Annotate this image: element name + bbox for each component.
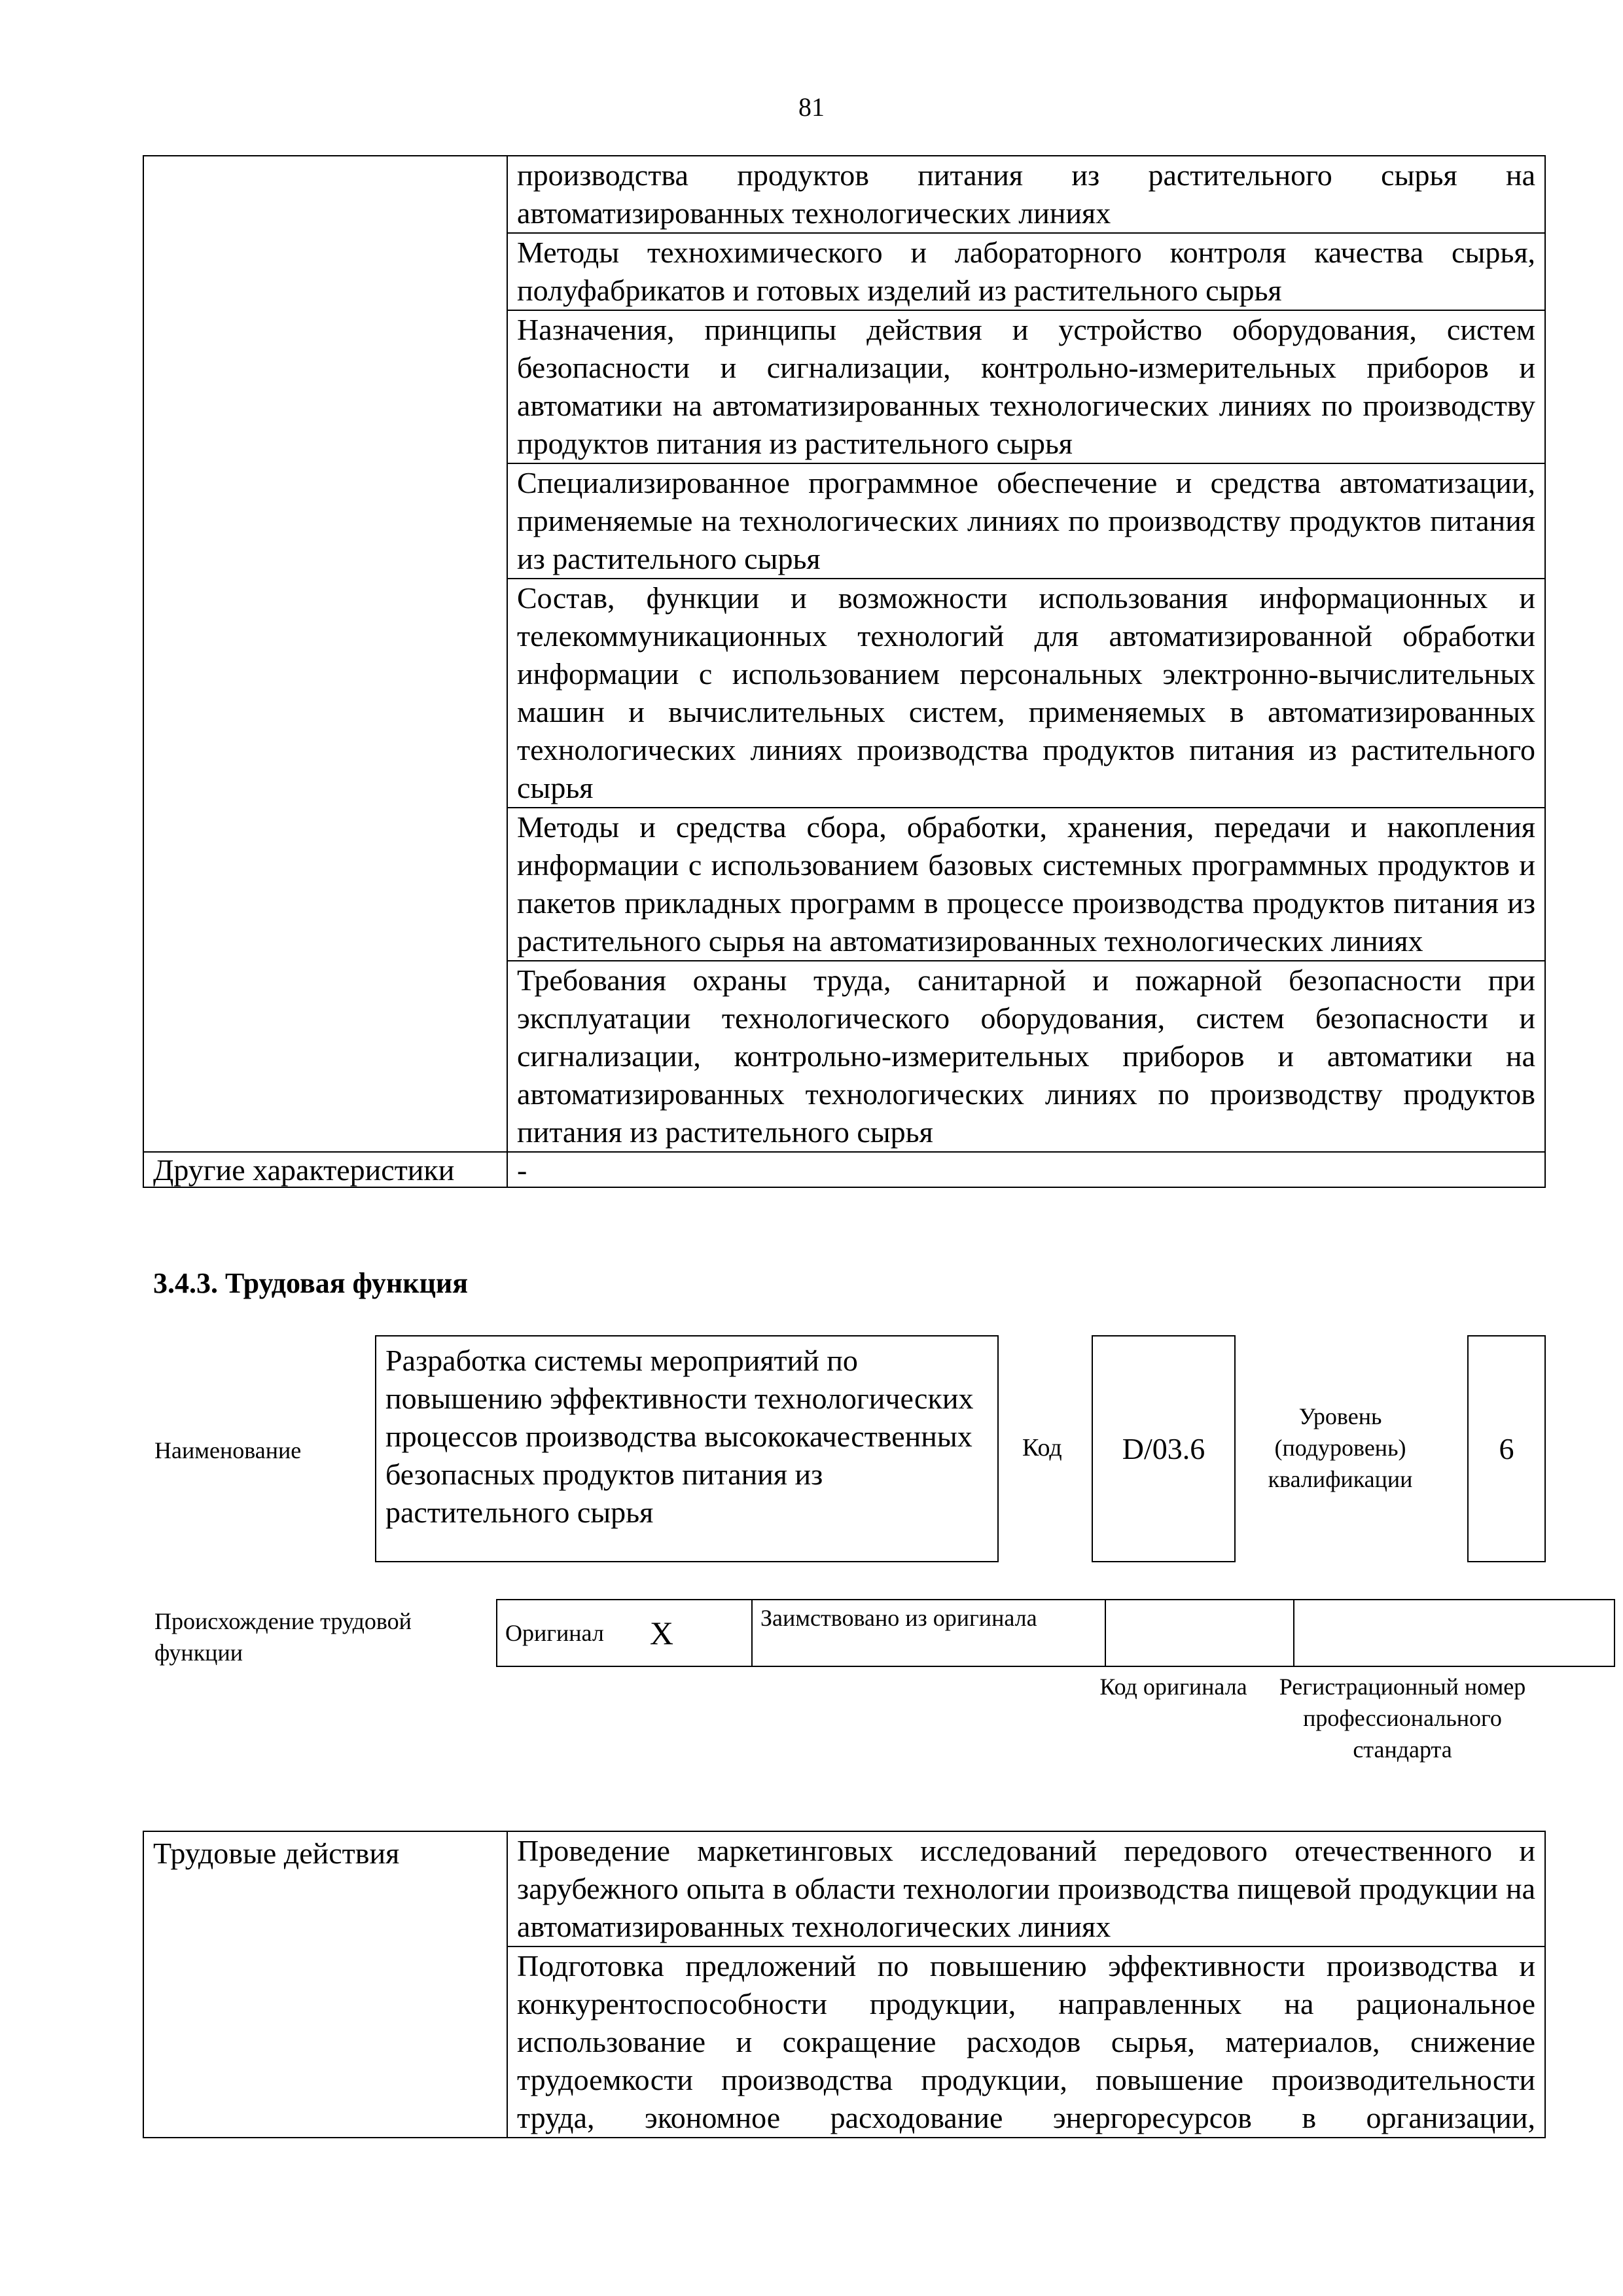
registration-number-cell xyxy=(1294,1600,1614,1666)
table-row xyxy=(143,1831,1545,1946)
origin-table xyxy=(496,1599,1615,1667)
label-cell-empty xyxy=(143,310,507,463)
table-row xyxy=(143,310,1545,463)
labor-action-item: Подготовка предложений по повышению эффективности производства и конкурентоспособности продукции, направленных на рациональное использование и сокращение расходов сырья, материалов, снижение трудоемкости производства продукции, повышение производительности труда, экономное расходование энергоресурсов в организации, xyxy=(507,1946,1545,2138)
original-mark: X xyxy=(649,1615,673,1651)
labor-action-item: Проведение маркетинговых исследований передового отечественного и зарубежного опыта в области технологии производства пищевой продукции на автоматизированных технологических линиях xyxy=(507,1831,1545,1946)
code-value: D/03.6 xyxy=(1122,1432,1205,1465)
knowledge-item: Специализированное программное обеспечение и средства автоматизации, применяемые на технологических линиях по производству продуктов питания из растительного сырья xyxy=(507,463,1545,579)
labor-actions-label: Трудовые действия xyxy=(143,1831,507,2138)
knowledge-item: Состав, функции и возможности использования информационных и телекоммуникационных технологий для автоматизированной обработки информации с использованием персональных электронно-вычислительных машин и вычислительных систем, применяемых в автоматизированных технологических линиях производства продуктов питания из растительного сырья xyxy=(507,579,1545,808)
knowledge-item: Требования охраны труда, санитарной и пожарной безопасности при эксплуатации технологического оборудования, систем безопасности и сигнализации, контрольно-измерительных приборов и автоматики на автоматизированных технологических линиях по производству продуктов питания из растительного сырья xyxy=(507,961,1545,1152)
table-row xyxy=(143,961,1545,1152)
page-number: 81 xyxy=(798,92,825,122)
knowledge-table xyxy=(143,155,1546,1188)
label-cell-empty xyxy=(143,808,507,961)
borrowed-label: Заимствовано из оригинала xyxy=(752,1600,1105,1666)
section-heading: 3.4.3. Трудовая функция xyxy=(153,1267,469,1299)
label-cell-empty xyxy=(143,961,507,1152)
knowledge-item: Назначения, принципы действия и устройство оборудования, систем безопасности и сигнализации, контрольно-измерительных приборов и автоматики на автоматизированных технологических линиях по производству продуктов питания из растительного сырья xyxy=(507,310,1545,463)
registration-number-caption: Регистрационный номер профессионального стандарта xyxy=(1279,1674,1526,1763)
original-cell-inner xyxy=(505,1615,743,1651)
knowledge-item: производства продуктов питания из растительного сырья на автоматизированных технологических линиях xyxy=(507,156,1545,233)
code-box xyxy=(1092,1335,1236,1562)
original-code-caption: Код оригинала xyxy=(1099,1674,1247,1700)
table-row xyxy=(497,1600,1614,1666)
table-row xyxy=(143,808,1545,961)
original-cell xyxy=(497,1600,752,1666)
knowledge-item: Методы технохимического и лабораторного контроля качества сырья, полуфабрикатов и готовых изделий из растительного сырья xyxy=(507,233,1545,310)
label-cell-empty xyxy=(143,233,507,310)
origin-label: Происхождение трудовой функции xyxy=(154,1608,412,1666)
qualification-level-label: Уровень (подуровень) квалификации xyxy=(1268,1403,1413,1492)
code-label: Код xyxy=(1022,1434,1062,1462)
labor-actions-table xyxy=(143,1831,1546,2138)
original-label: Оригинал xyxy=(505,1620,604,1646)
label-cell-empty xyxy=(143,463,507,579)
name-label: Наименование xyxy=(154,1437,302,1463)
label-cell-empty xyxy=(143,156,507,233)
knowledge-item: Методы и средства сбора, обработки, хранения, передачи и накопления информации с использованием базовых системных программных продуктов и пакетов прикладных программ в процессе производства продуктов питания из растительного сырья на автоматизированных технологических линиях xyxy=(507,808,1545,961)
table-row xyxy=(143,233,1545,310)
label-cell-empty xyxy=(143,579,507,808)
table-row xyxy=(143,579,1545,808)
table-row xyxy=(143,1152,1545,1187)
qualification-level-box xyxy=(1467,1335,1546,1562)
table-row xyxy=(143,156,1545,233)
other-characteristics-value: - xyxy=(507,1152,1545,1187)
function-name-box: Разработка системы мероприятий по повышению эффективности технологических процессов производства высококачественных безопасных продуктов питания из растительного сырья xyxy=(375,1335,999,1562)
other-characteristics-label: Другие характеристики xyxy=(143,1152,507,1187)
qualification-level-value: 6 xyxy=(1499,1432,1514,1465)
table-row xyxy=(143,463,1545,579)
original-code-cell xyxy=(1105,1600,1294,1666)
